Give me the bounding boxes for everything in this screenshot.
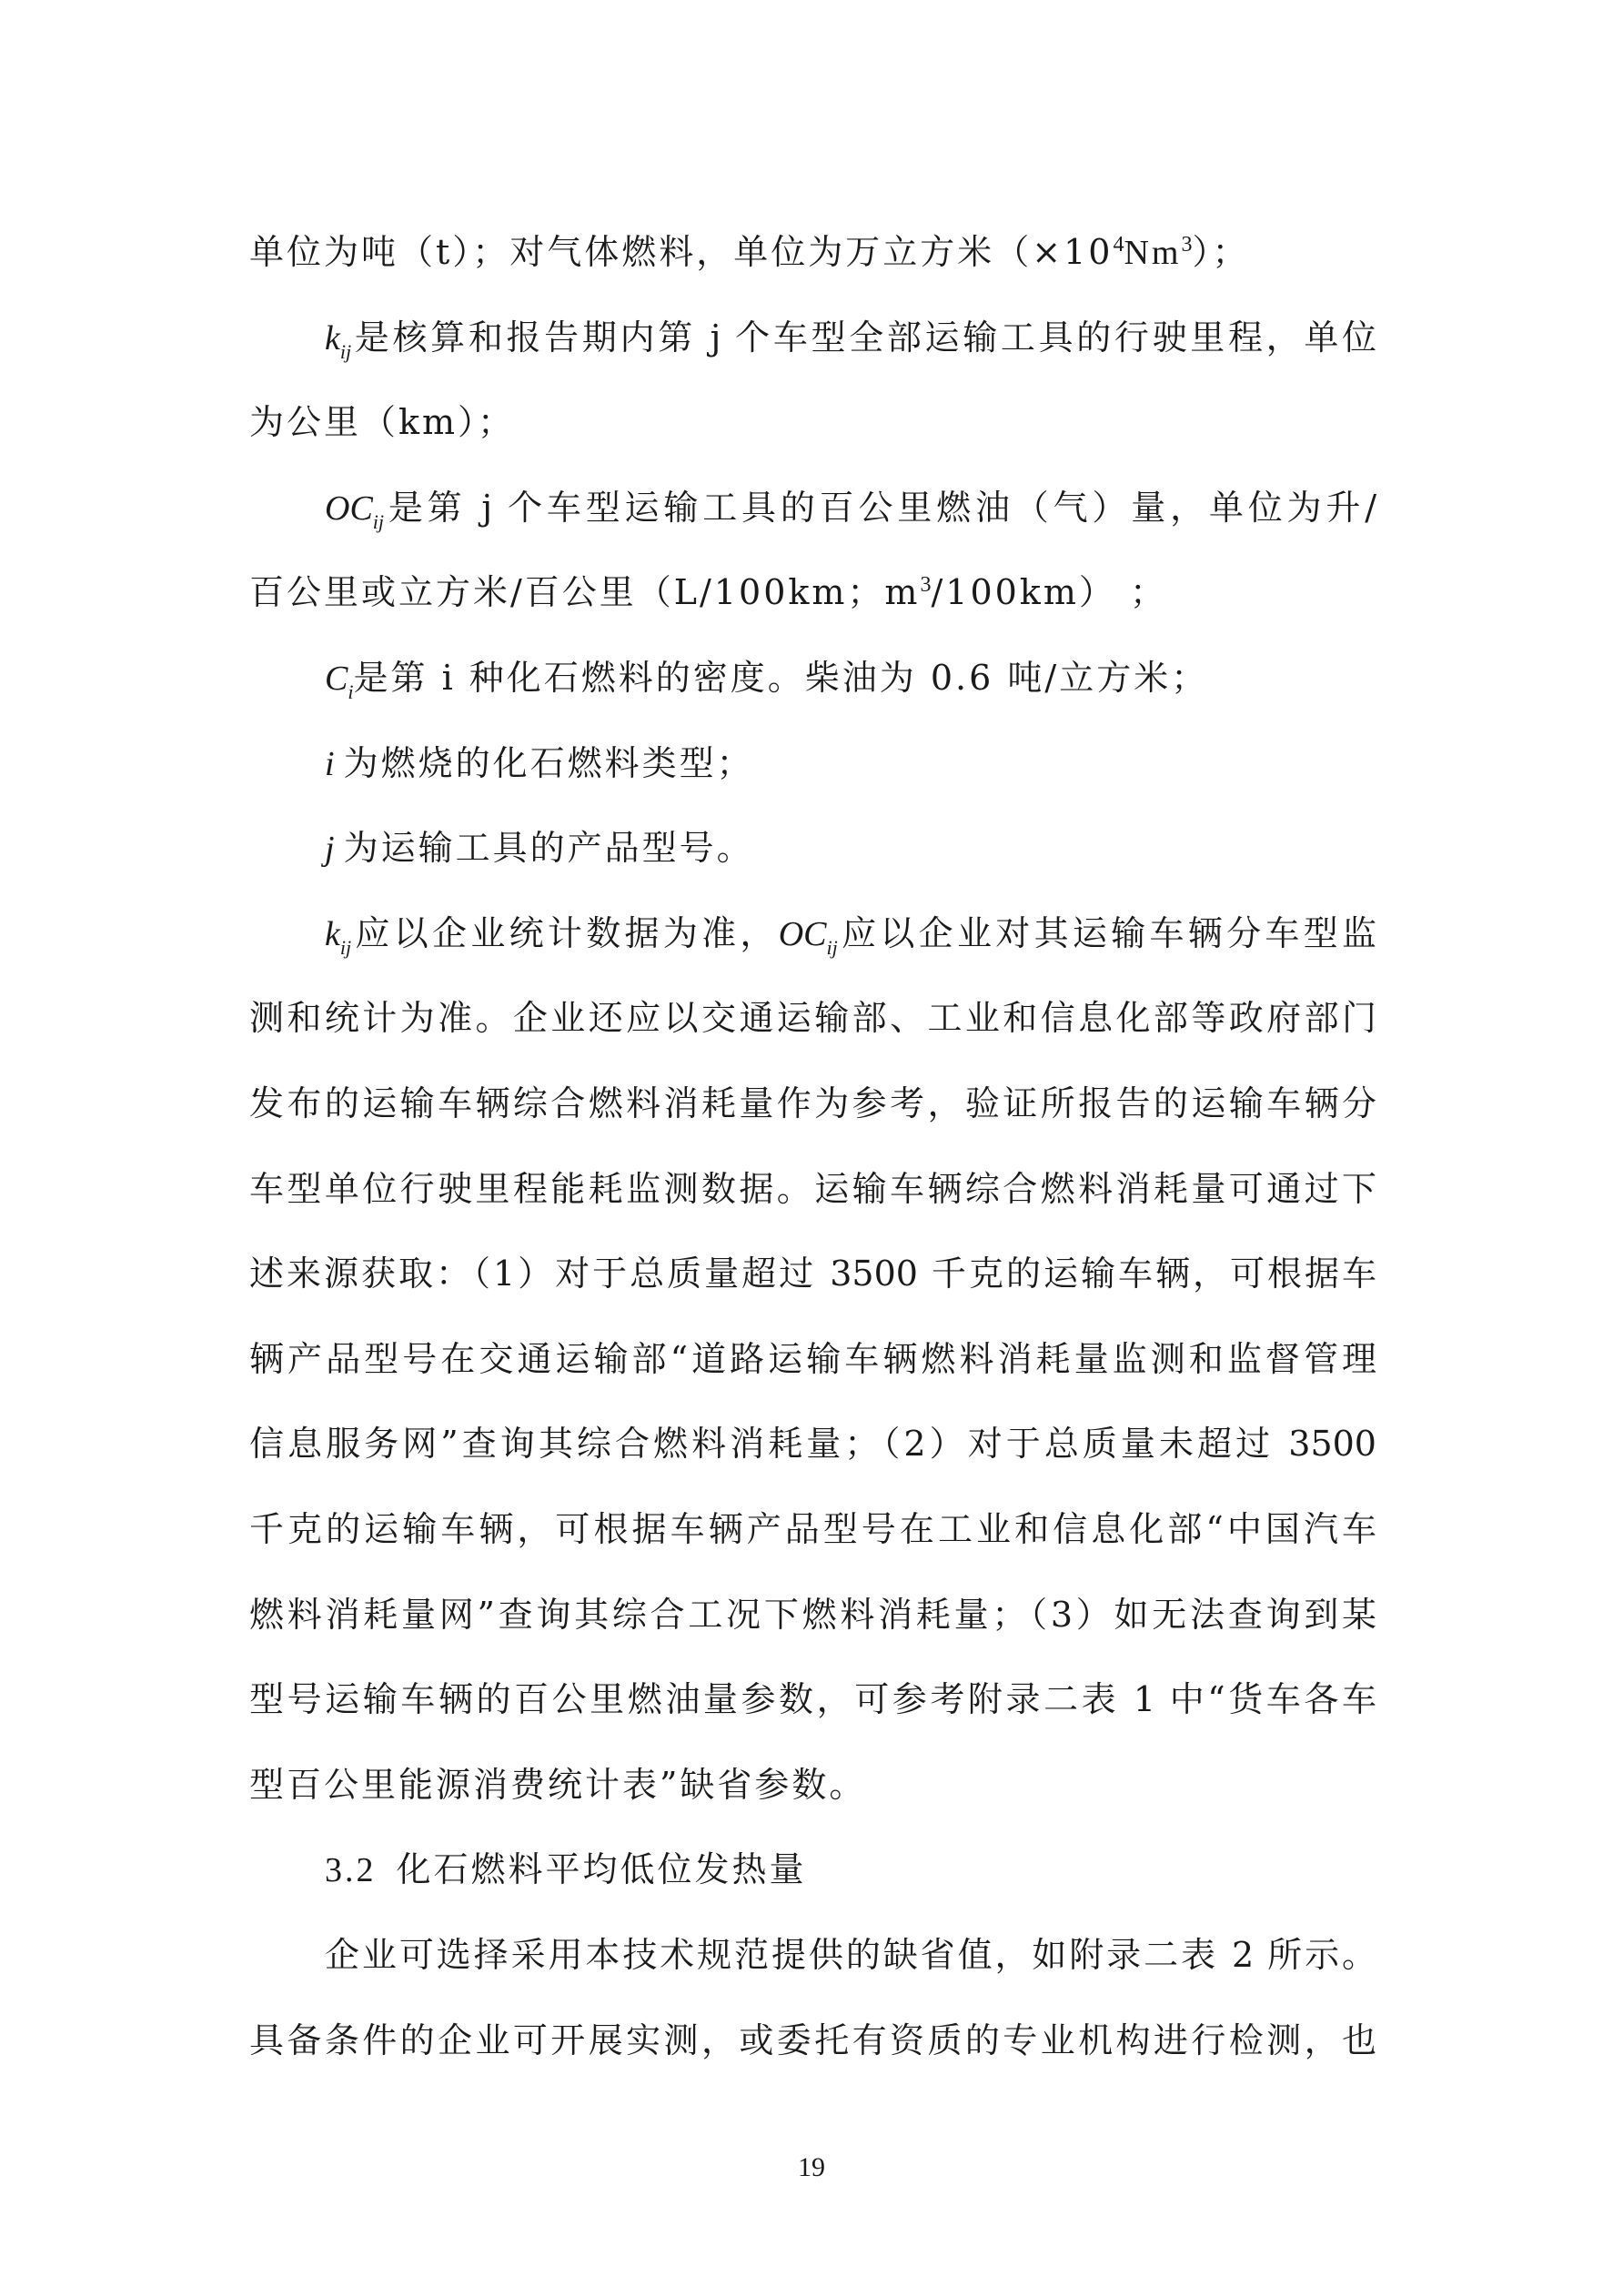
line-text: 企业可选择采用本技术规范提供的缺省值，如附录二表 2 所示。 bbox=[325, 1935, 1376, 1975]
line-text: 千克的运输车辆，可根据车辆产品型号在工业和信息化部“中国汽车 bbox=[249, 1509, 1376, 1549]
text-line bbox=[249, 1332, 1376, 1386]
variable-subscript: ij bbox=[339, 936, 352, 959]
text-line bbox=[249, 991, 1376, 1045]
line-text: 型百公里能源消费统计表”缺省参数。 bbox=[249, 1765, 867, 1805]
page-number: 19 bbox=[798, 2152, 825, 2182]
line-text: 车型单位行驶里程能耗监测数据。运输车辆综合燃料消耗量可通过下 bbox=[249, 1169, 1376, 1209]
text-line bbox=[249, 1757, 1376, 1812]
text-line bbox=[325, 906, 1376, 961]
line-text: 具备条件的企业可开展实测，或委托有资质的专业机构进行检测，也 bbox=[249, 2020, 1376, 2060]
text-line bbox=[249, 1502, 1376, 1556]
text-line bbox=[249, 1672, 1376, 1727]
text-line bbox=[249, 395, 1376, 449]
line-text: 述来源获取：（1）对于总质量超过 3500 千克的运输车辆，可根据车 bbox=[249, 1254, 1376, 1294]
text-line bbox=[325, 1928, 1376, 1982]
line-text: 辆产品型号在交通运输部“道路运输车辆燃料消耗量监测和监督管理 bbox=[249, 1339, 1376, 1379]
superscript: 3 bbox=[1181, 233, 1193, 257]
variable-symbol: j bbox=[325, 830, 335, 868]
text-line bbox=[325, 736, 1376, 791]
variable-symbol: OC bbox=[325, 489, 373, 528]
section-heading bbox=[325, 1842, 1376, 1897]
line-text: 是第 j 个车型运输工具的百公里燃油（气）量，单位为升/ bbox=[384, 488, 1376, 528]
text-line bbox=[249, 1587, 1376, 1642]
text-line bbox=[249, 2013, 1376, 2068]
text-line bbox=[325, 480, 1376, 535]
line-text: 百公里或立方米/百公里（L/100km；m bbox=[249, 572, 921, 612]
variable-subscript: ij bbox=[372, 510, 385, 533]
line-text: 是第 i 种化石燃料的密度。柴油为 0.6 吨/立方米； bbox=[353, 658, 1209, 698]
text-line bbox=[325, 650, 1376, 705]
variable-subscript: i bbox=[348, 680, 354, 703]
line-text: 为燃烧的化石燃料类型； bbox=[343, 743, 754, 783]
text-line bbox=[249, 1076, 1376, 1131]
line-text: 燃料消耗量网”查询其综合工况下燃料消耗量；（3）如无法查询到某 bbox=[249, 1595, 1376, 1635]
line-text: 信息服务网”查询其综合燃料消耗量；（2）对于总质量未超过 3500 bbox=[249, 1424, 1376, 1464]
text-line bbox=[249, 225, 1376, 279]
variable-subscript: ij bbox=[339, 340, 352, 363]
line-text: ）； bbox=[1192, 232, 1250, 272]
variable-symbol: k bbox=[325, 319, 340, 357]
line-text: 应以企业对其运输车辆分车型监 bbox=[837, 913, 1376, 953]
line-text: 测和统计为准。企业还应以交通运输部、工业和信息化部等政府部门 bbox=[249, 998, 1376, 1038]
line-text: 为公里（km）； bbox=[249, 402, 516, 442]
line-text: 单位为吨（t）；对气体燃料，单位为万立方米（×10 bbox=[249, 232, 1114, 272]
superscript: 3 bbox=[920, 573, 932, 597]
variable-symbol: OC bbox=[778, 915, 827, 953]
line-text: 发布的运输车辆综合燃料消耗量作为参考，验证所报告的运输车辆分 bbox=[249, 1083, 1376, 1123]
text-line bbox=[249, 565, 1376, 619]
line-text: 应以企业统计数据为准， bbox=[351, 913, 779, 953]
unit-text: Nm bbox=[1124, 234, 1182, 272]
variable-symbol: i bbox=[325, 745, 335, 783]
text-line bbox=[325, 821, 1376, 875]
variable-symbol: k bbox=[325, 915, 340, 953]
text-line bbox=[249, 1246, 1376, 1301]
line-text: /100km） ； bbox=[931, 572, 1167, 612]
section-number: 3.2 bbox=[325, 1851, 377, 1889]
variable-symbol: C bbox=[325, 660, 348, 698]
line-text: 为运输工具的产品型号。 bbox=[343, 828, 754, 868]
text-line bbox=[249, 1162, 1376, 1216]
line-text: 是核算和报告期内第 j 个车型全部运输工具的行驶里程，单位 bbox=[351, 317, 1376, 357]
superscript: 4 bbox=[1113, 233, 1124, 257]
line-text: 型号运输车辆的百公里燃油量参数，可参考附录二表 1 中“货车各车 bbox=[249, 1679, 1376, 1719]
text-line bbox=[325, 310, 1376, 365]
section-title: 化石燃料平均低位发热量 bbox=[396, 1849, 807, 1889]
text-line bbox=[249, 1416, 1376, 1471]
variable-subscript: ij bbox=[826, 936, 838, 959]
